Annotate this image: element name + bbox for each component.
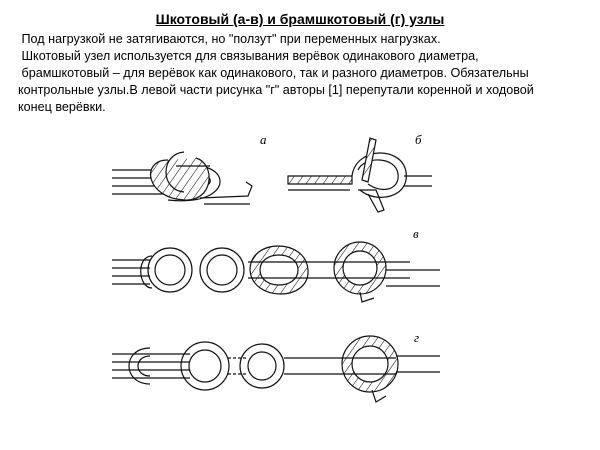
label-v: в xyxy=(413,226,419,241)
description-line-1: Под нагрузкой не затягиваются, но "ползут" при переменных нагрузках. xyxy=(18,32,441,46)
description-line-5: конец верёвки. xyxy=(18,100,106,114)
description-line-4: контрольные узлы.В левой части рисунка "г" авторы [1] перепутали коренной и ходовой xyxy=(18,83,534,97)
knot-v-double-sheet-bend xyxy=(112,242,440,302)
description-line-2: Шкотовый узел используется для связывания верёвок одинакового диаметра, xyxy=(18,49,479,63)
title: Шкотовый (а-в) и брамшкотовый (г) узлы xyxy=(155,11,445,27)
knot-g-double-sheet-bend xyxy=(112,336,440,402)
knot-a-sheet-bend xyxy=(112,152,252,204)
knot-figure xyxy=(0,120,600,450)
label-b: б xyxy=(415,132,422,147)
knot-b-sheet-bend xyxy=(288,138,432,212)
label-a: а xyxy=(260,132,267,147)
description-line-3: брамшкотовый – для верёвок как одинакового, так и разного диаметров. Обязательны xyxy=(18,66,529,80)
label-g: г xyxy=(414,330,420,345)
